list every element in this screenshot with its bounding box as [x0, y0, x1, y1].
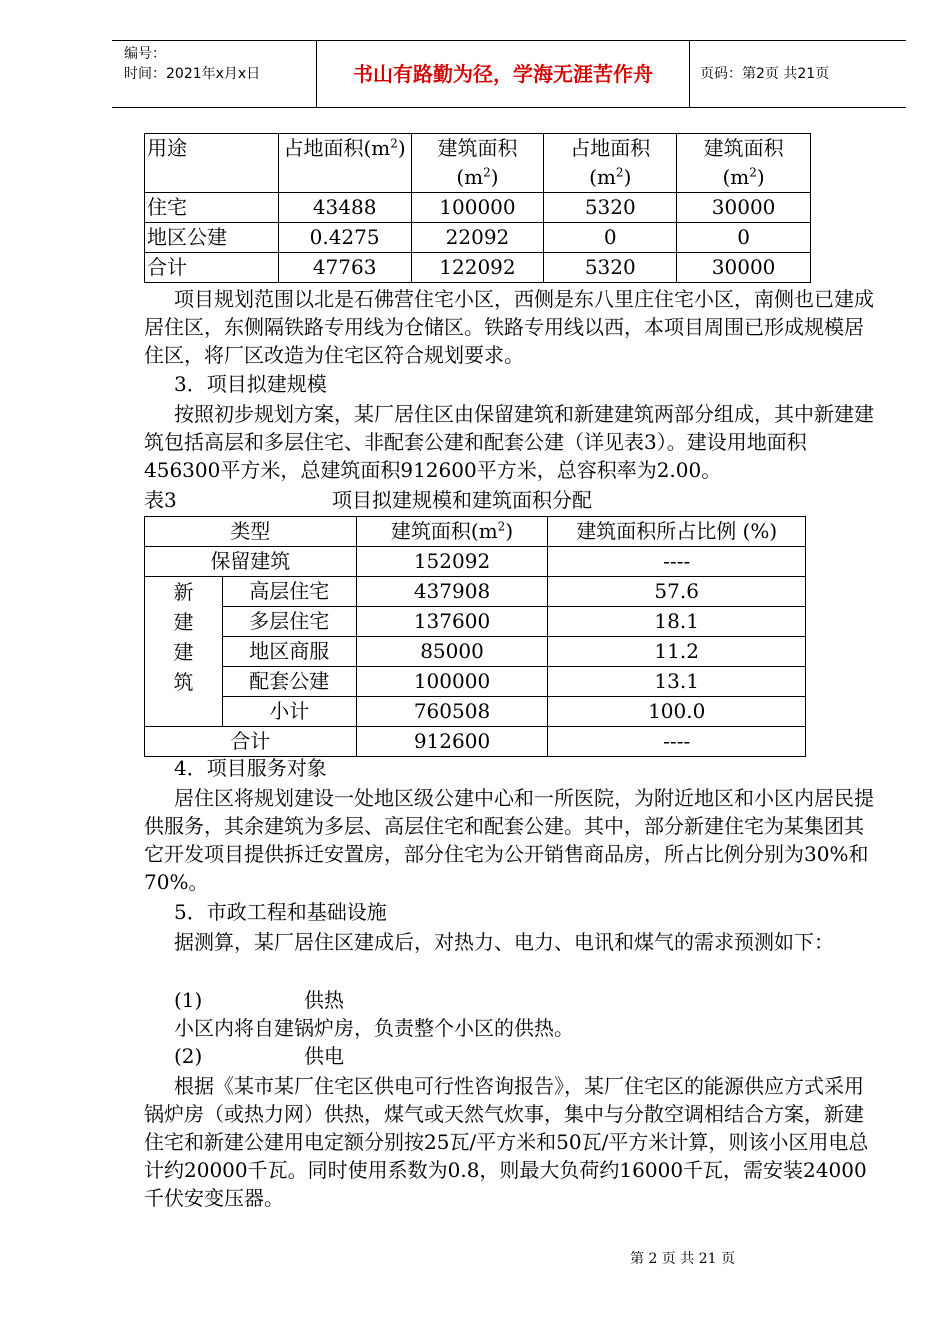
- table-cell: 0: [544, 223, 677, 253]
- table-cell: 合计: [145, 727, 357, 757]
- table-cell: 100000: [411, 193, 544, 223]
- list-item: [144, 1042, 874, 1070]
- table-cell: 保留建筑: [145, 547, 357, 577]
- list-item-number: (1): [174, 988, 203, 1012]
- table-cell: 152092: [356, 547, 548, 577]
- table-cell: 地区商服: [222, 637, 356, 667]
- table-cell: 100.0: [548, 697, 806, 727]
- page-header: [112, 40, 906, 108]
- table-row: [145, 223, 811, 253]
- table-header-cell: 建筑面积 $(m^2)$: [677, 134, 811, 193]
- table-cell: ----: [548, 727, 806, 757]
- table-cell: 0: [677, 223, 811, 253]
- header-meta: [112, 41, 316, 107]
- table-cell: 0.4275: [278, 223, 411, 253]
- table-cell: 912600: [356, 727, 548, 757]
- table-header-cell: 建筑面积所占比例 (%): [548, 517, 806, 547]
- table-cell: 11.2: [548, 637, 806, 667]
- table-cell: 122092: [411, 253, 544, 283]
- building-area-table: [144, 516, 806, 757]
- table-cell: 30000: [677, 193, 811, 223]
- header-motto: 书山有路勤为径，学海无涯苦作舟: [316, 41, 690, 107]
- paragraph: 按照初步规划方案，某厂居住区由保留建筑和新建建筑两部分组成，其中新建建筑包括高层和多层住宅、非配套公建和配套公建（详见表3）。建设用地面积456300平方米，总建筑面积912600平方米，总容积率为2.00。: [144, 402, 874, 482]
- table-cell: 高层住宅: [222, 577, 356, 607]
- table-cell: 30000: [677, 253, 811, 283]
- section-heading: 4．项目服务对象: [174, 756, 327, 780]
- table-row: [145, 667, 806, 697]
- page-footer: 第 2 页 共 21 页: [630, 1251, 735, 1267]
- table-header-cell: 占地面积$(m^2)$: [278, 134, 411, 193]
- table-cell: 437908: [356, 577, 548, 607]
- table-header-cell: 占地面积 $(m^2)$: [544, 134, 677, 193]
- section-heading: 5．市政工程和基础设施: [174, 900, 387, 924]
- table-cell: 85000: [356, 637, 548, 667]
- table-cell: 小计: [222, 697, 356, 727]
- list-item-title: 供电: [304, 1044, 344, 1068]
- section-heading: 3．项目拟建规模: [174, 372, 327, 396]
- table-cell: 57.6: [548, 577, 806, 607]
- table-title: 项目拟建规模和建筑面积分配: [332, 488, 592, 512]
- table-header-cell: 用途: [145, 134, 279, 193]
- table-cell: 22092: [411, 223, 544, 253]
- table-cell: 760508: [356, 697, 548, 727]
- table-row: [145, 193, 811, 223]
- list-item-number: (2): [174, 1044, 203, 1068]
- table-cell: 地区公建: [145, 223, 279, 253]
- table-cell: 43488: [278, 193, 411, 223]
- group-label-cell: 新 建 建 筑: [145, 577, 223, 727]
- table-caption: [144, 486, 874, 514]
- table-header-cell: 类型: [145, 517, 357, 547]
- table-cell: 137600: [356, 607, 548, 637]
- table-row: [145, 727, 806, 757]
- table-cell: 5320: [544, 253, 677, 283]
- list-item: [144, 986, 874, 1014]
- table-cell: 合计: [145, 253, 279, 283]
- paragraph: 据测算，某厂居住区建成后，对热力、电力、电讯和煤气的需求预测如下：: [174, 930, 834, 954]
- table-cell: 18.1: [548, 607, 806, 637]
- table-header-row: [145, 134, 811, 193]
- table-cell: 配套公建: [222, 667, 356, 697]
- header-page-number: 页码：第2页 共21页: [700, 66, 830, 82]
- table-cell: 47763: [278, 253, 411, 283]
- table-cell: 多层住宅: [222, 607, 356, 637]
- paragraph: 项目规划范围以北是石佛营住宅小区，西侧是东八里庄住宅小区，南侧也已建成居住区，东侧隔铁路专用线为仓储区。铁路专用线以西，本项目周围已形成规模居住区，将厂区改造为住宅区符合规划要求。: [144, 287, 874, 367]
- table-cell: 100000: [356, 667, 548, 697]
- table-number: 表3: [144, 488, 177, 512]
- table-cell: ----: [548, 547, 806, 577]
- table-header-cell: 建筑面积$(m^2)$: [356, 517, 548, 547]
- table-row: [145, 577, 806, 607]
- table-row: [145, 253, 811, 283]
- table-row: [145, 607, 806, 637]
- table-cell: 住宅: [145, 193, 279, 223]
- table-row: [145, 697, 806, 727]
- table-cell: 5320: [544, 193, 677, 223]
- table-header-cell: 建筑面积 $(m^2)$: [411, 134, 544, 193]
- document-time: 时间：2021年x月x日: [124, 66, 261, 82]
- list-item-title: 供热: [304, 988, 344, 1012]
- table-row: [145, 637, 806, 667]
- document-number: 编号：: [124, 46, 166, 62]
- paragraph: 根据《某市某厂住宅区供电可行性咨询报告》，某厂住宅区的能源供应方式采用锅炉房（或热力网）供热，煤气或天然气炊事，集中与分散空调相结合方案，新建住宅和新建公建用电定额分别按25瓦/平方米和50瓦/平方米计算，则该小区用电总计约20000千瓦。同时使用系数为0.8，则最大负荷约16000千瓦，需安装24000千伏安变压器。: [144, 1074, 869, 1210]
- table-cell: 13.1: [548, 667, 806, 697]
- land-use-table: [144, 133, 811, 283]
- paragraph: 居住区将规划建设一处地区级公建中心和一所医院，为附近地区和小区内居民提供服务，其余建筑为多层、高层住宅和配套公建。其中，部分新建住宅为某集团其它开发项目提供拆迁安置房，部分住宅为公开销售商品房，所占比例分别为30%和70%。: [144, 786, 874, 894]
- table-header-row: [145, 517, 806, 547]
- table-row: [145, 547, 806, 577]
- paragraph: 小区内将自建锅炉房，负责整个小区的供热。: [174, 1016, 574, 1040]
